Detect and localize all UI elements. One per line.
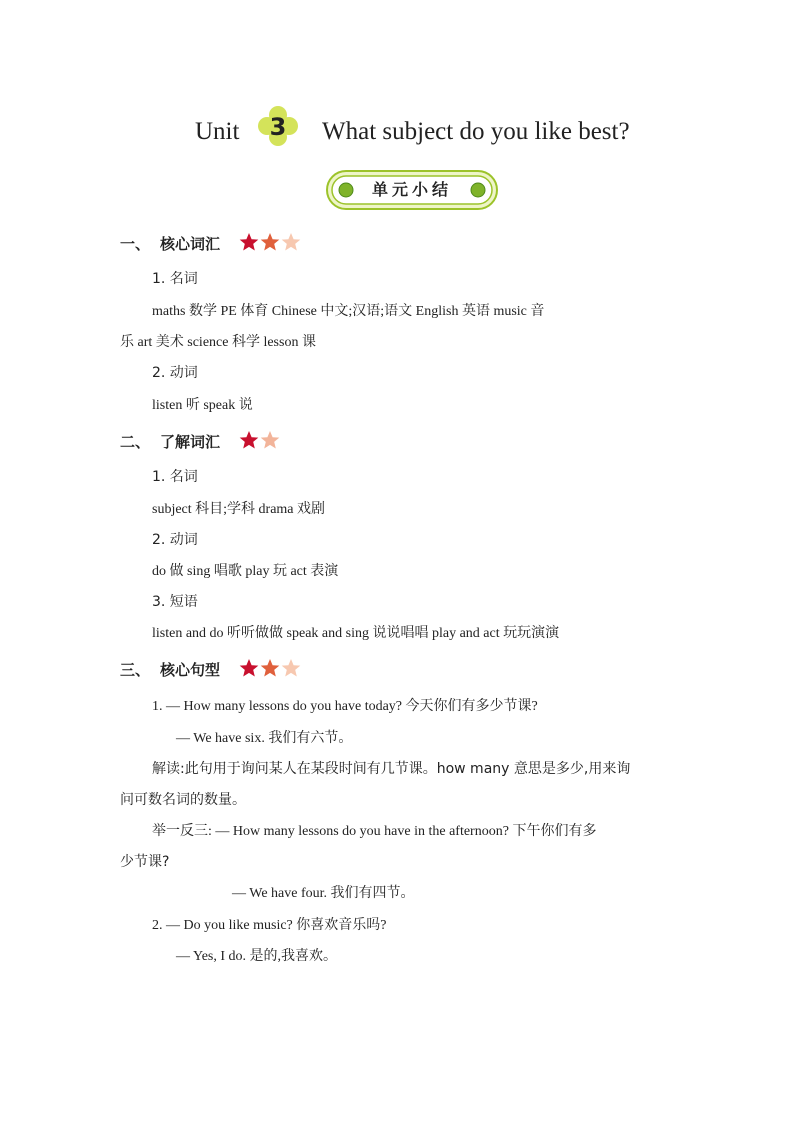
sentence-line: 2. — Do you like music? 你喜欢音乐吗?: [152, 918, 387, 933]
vocab-line: do 做 sing 唱歌 play 玩 act 表演: [152, 564, 339, 579]
vocab-line: listen and do 听听做做 speak and sing 说说唱唱 play and act 玩玩演演: [152, 626, 560, 641]
vocab-line: subject 科目;学科 drama 戏剧: [152, 502, 326, 517]
section-understanding-vocabulary: [120, 430, 283, 452]
vocab-line: listen 听 speak 说: [152, 398, 253, 413]
sentence-line: — We have six. 我们有六节。: [176, 731, 353, 746]
section-number: 二、: [120, 433, 151, 451]
example-line: — We have four. 我们有四节。: [232, 886, 415, 901]
three-star-rating-icon: [239, 232, 303, 252]
explanation-line: 解读:此句用于询问某人在某段时间有几节课。how many 意思是多少,用来询: [152, 761, 631, 777]
subheading-verbs: 2. 动词: [152, 365, 198, 381]
section-title: 了解词汇: [160, 433, 221, 451]
section-number: 一、: [120, 235, 151, 253]
section-title: 核心句型: [160, 661, 221, 679]
section-core-vocabulary: [120, 232, 303, 254]
explanation-line: 问可数名词的数量。: [120, 792, 246, 808]
section-title: 核心词汇: [160, 235, 221, 253]
unit-number: 3: [269, 113, 287, 141]
two-star-rating-icon: [239, 430, 283, 450]
vocab-line: 乐 art 美术 science 科学 lesson 课: [120, 335, 316, 350]
vocab-line: maths 数学 PE 体育 Chinese 中文;汉语;语文 English 英语 music 音: [152, 304, 545, 319]
summary-banner: [326, 170, 498, 210]
unit-label: Unit: [195, 118, 240, 145]
banner-text: 单元小结: [371, 180, 452, 199]
subheading-phrases: 3. 短语: [152, 594, 198, 610]
sentence-line: — Yes, I do. 是的,我喜欢。: [176, 949, 338, 964]
sentence-line: 1. — How many lessons do you have today? 今天你们有多少节课?: [152, 699, 538, 714]
example-line: 举一反三: — How many lessons do you have in the afternoon? 下午你们有多: [152, 824, 597, 839]
subheading-nouns: 1. 名词: [152, 271, 198, 287]
subheading-nouns: 1. 名词: [152, 469, 198, 485]
example-line: 少节课?: [120, 854, 170, 870]
section-core-sentences: [120, 658, 303, 680]
three-star-rating-icon: [239, 658, 303, 678]
subheading-verbs: 2. 动词: [152, 532, 198, 548]
unit-question-title: What subject do you like best?: [322, 118, 630, 145]
section-number: 三、: [120, 661, 151, 679]
unit-number-badge: [256, 106, 300, 146]
